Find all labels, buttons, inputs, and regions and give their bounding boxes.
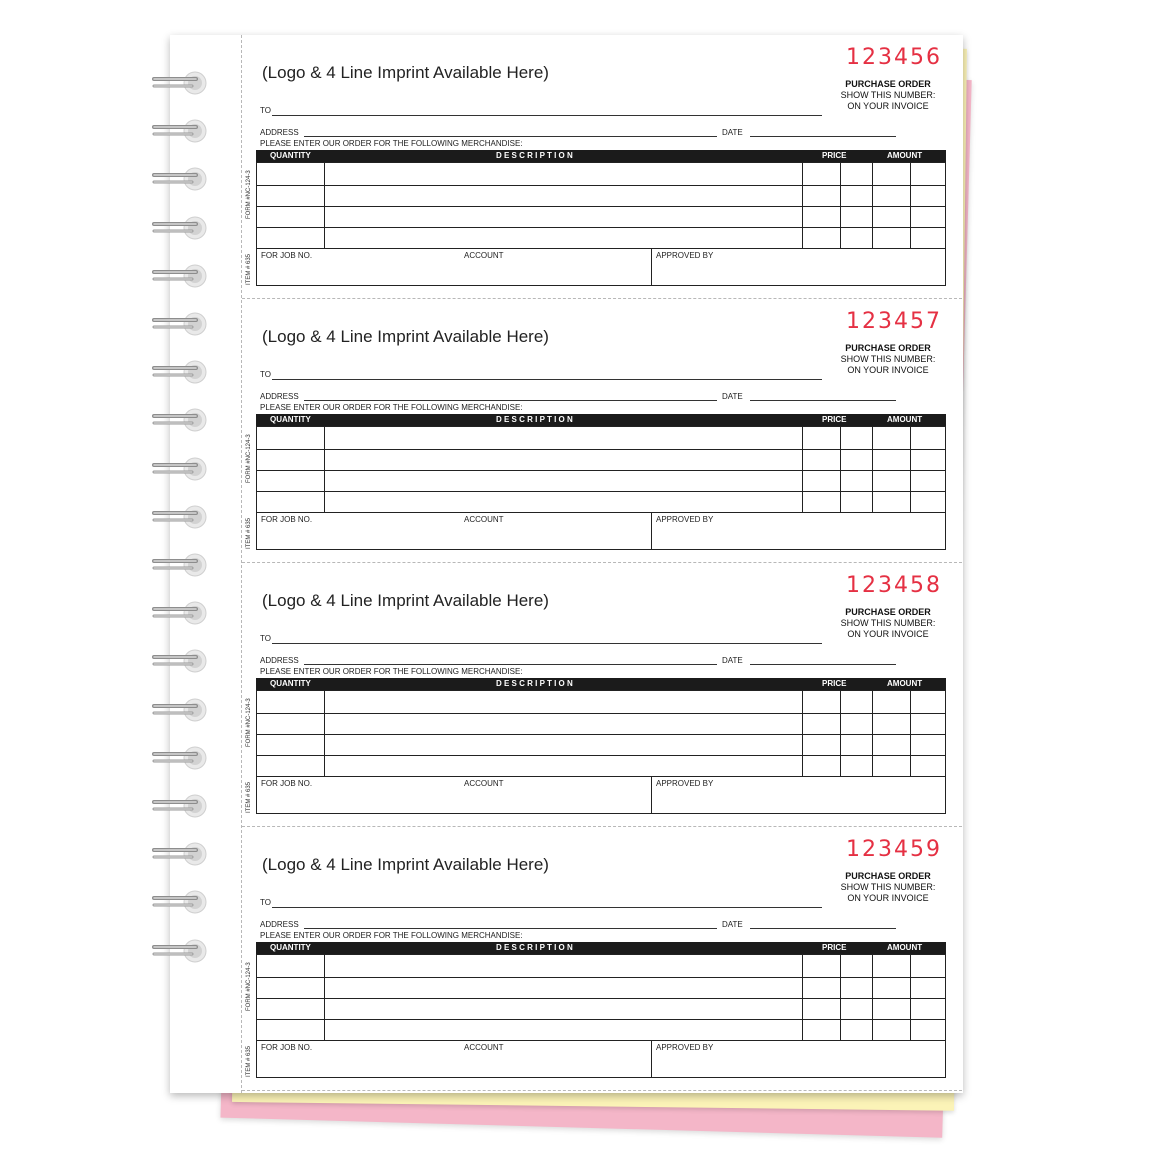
items-table[interactable] — [256, 162, 946, 249]
purchase-order-form — [242, 827, 962, 1091]
spiral-ring-icon — [150, 166, 212, 192]
account-label: ACCOUNT — [464, 515, 504, 524]
spiral-ring-icon — [150, 841, 212, 867]
approved-by-label: APPROVED BY — [656, 515, 714, 524]
spiral-ring-icon — [150, 938, 212, 964]
description-header: D E S C R I P T I O N — [496, 151, 573, 160]
spiral-ring-icon — [150, 70, 212, 96]
po-number: 123459 — [846, 837, 942, 862]
items-table[interactable] — [256, 690, 946, 777]
spiral-ring-icon — [150, 793, 212, 819]
spiral-ring-icon — [150, 215, 212, 241]
po-number: 123458 — [846, 573, 942, 598]
form-code: FORM #NC-124-3 — [246, 962, 252, 1011]
spiral-ring-icon — [150, 745, 212, 771]
price-header: PRICE — [822, 415, 847, 424]
approved-by-label: APPROVED BY — [656, 779, 714, 788]
price-header: PRICE — [822, 943, 847, 952]
date-field[interactable] — [750, 664, 896, 665]
items-table-header — [256, 150, 946, 162]
po-subtitle-2: ON YOUR INVOICE — [847, 893, 929, 903]
order-instruction: PLEASE ENTER OUR ORDER FOR THE FOLLOWING MERCHANDISE: — [260, 139, 523, 148]
po-subtitle-2: ON YOUR INVOICE — [847, 365, 929, 375]
address-label: ADDRESS — [260, 656, 299, 665]
address-label: ADDRESS — [260, 392, 299, 401]
date-label: DATE — [722, 392, 743, 401]
spiral-ring-icon — [150, 552, 212, 578]
purchase-order-form — [242, 35, 962, 299]
spiral-ring-icon — [150, 407, 212, 433]
item-code: ITEM # 635 — [246, 781, 252, 813]
approved-by-label: APPROVED BY — [656, 251, 714, 260]
spiral-ring-icon — [150, 118, 212, 144]
form-code: FORM #NC-124-3 — [246, 698, 252, 747]
job-number-label: FOR JOB NO. — [261, 1043, 313, 1052]
to-label: TO — [260, 370, 271, 379]
address-field[interactable] — [304, 664, 717, 665]
to-field[interactable] — [272, 115, 822, 116]
po-number: 123456 — [846, 45, 942, 70]
approval-section[interactable] — [256, 249, 946, 286]
date-label: DATE — [722, 128, 743, 137]
po-subtitle-2: ON YOUR INVOICE — [847, 629, 929, 639]
address-field[interactable] — [304, 136, 717, 137]
spiral-ring-icon — [150, 697, 212, 723]
date-label: DATE — [722, 920, 743, 929]
po-subtitle-1: SHOW THIS NUMBER: — [840, 618, 936, 628]
address-label: ADDRESS — [260, 920, 299, 929]
date-field[interactable] — [750, 928, 896, 929]
order-instruction: PLEASE ENTER OUR ORDER FOR THE FOLLOWING MERCHANDISE: — [260, 403, 523, 412]
order-instruction: PLEASE ENTER OUR ORDER FOR THE FOLLOWING MERCHANDISE: — [260, 931, 523, 940]
po-title: PURCHASE ORDER — [845, 871, 931, 881]
date-field[interactable] — [750, 400, 896, 401]
job-number-label: FOR JOB NO. — [261, 251, 313, 260]
amount-header: AMOUNT — [887, 679, 923, 688]
date-label: DATE — [722, 656, 743, 665]
approval-section[interactable] — [256, 777, 946, 814]
to-label: TO — [260, 106, 271, 115]
items-table-header — [256, 414, 946, 426]
to-label: TO — [260, 898, 271, 907]
logo-imprint-area: (Logo & 4 Line Imprint Available Here) — [262, 327, 549, 346]
purchase-order-form — [242, 563, 962, 827]
form-code: FORM #NC-124-3 — [246, 170, 252, 219]
amount-header: AMOUNT — [887, 151, 923, 160]
po-subtitle-2: ON YOUR INVOICE — [847, 101, 929, 111]
price-header: PRICE — [822, 151, 847, 160]
po-subtitle-1: SHOW THIS NUMBER: — [840, 354, 936, 364]
items-table[interactable] — [256, 954, 946, 1041]
account-label: ACCOUNT — [464, 779, 504, 788]
po-title: PURCHASE ORDER — [845, 343, 931, 353]
description-header: D E S C R I P T I O N — [496, 679, 573, 688]
spiral-ring-icon — [150, 600, 212, 626]
spiral-ring-icon — [150, 311, 212, 337]
logo-imprint-area: (Logo & 4 Line Imprint Available Here) — [262, 591, 549, 610]
description-header: D E S C R I P T I O N — [496, 943, 573, 952]
po-subtitle-1: SHOW THIS NUMBER: — [840, 882, 936, 892]
price-header: PRICE — [822, 679, 847, 688]
order-instruction: PLEASE ENTER OUR ORDER FOR THE FOLLOWING MERCHANDISE: — [260, 667, 523, 676]
address-field[interactable] — [304, 928, 717, 929]
approved-by-label: APPROVED BY — [656, 1043, 714, 1052]
po-title: PURCHASE ORDER — [845, 79, 931, 89]
items-table-header — [256, 678, 946, 690]
items-table[interactable] — [256, 426, 946, 513]
spiral-ring-icon — [150, 889, 212, 915]
quantity-header: QUANTITY — [270, 943, 311, 952]
job-number-label: FOR JOB NO. — [261, 779, 313, 788]
po-title: PURCHASE ORDER — [845, 607, 931, 617]
po-subtitle-1: SHOW THIS NUMBER: — [840, 90, 936, 100]
amount-header: AMOUNT — [887, 415, 923, 424]
item-code: ITEM # 635 — [246, 517, 252, 549]
spiral-ring-icon — [150, 648, 212, 674]
logo-imprint-area: (Logo & 4 Line Imprint Available Here) — [262, 63, 549, 82]
spiral-ring-icon — [150, 263, 212, 289]
spiral-ring-icon — [150, 456, 212, 482]
spiral-ring-icon — [150, 359, 212, 385]
quantity-header: QUANTITY — [270, 679, 311, 688]
amount-header: AMOUNT — [887, 943, 923, 952]
approval-section[interactable] — [256, 513, 946, 550]
address-label: ADDRESS — [260, 128, 299, 137]
to-label: TO — [260, 634, 271, 643]
account-label: ACCOUNT — [464, 1043, 504, 1052]
job-number-label: FOR JOB NO. — [261, 515, 313, 524]
to-field[interactable] — [272, 907, 822, 908]
to-field[interactable] — [272, 643, 822, 644]
account-label: ACCOUNT — [464, 251, 504, 260]
items-table-header — [256, 942, 946, 954]
approval-section[interactable] — [256, 1041, 946, 1078]
address-field[interactable] — [304, 400, 717, 401]
po-number: 123457 — [846, 309, 942, 334]
to-field[interactable] — [272, 379, 822, 380]
form-perforation — [242, 1090, 962, 1091]
item-code: ITEM # 635 — [246, 253, 252, 285]
form-code: FORM #NC-124-3 — [246, 434, 252, 483]
logo-imprint-area: (Logo & 4 Line Imprint Available Here) — [262, 855, 549, 874]
spiral-ring-icon — [150, 504, 212, 530]
description-header: D E S C R I P T I O N — [496, 415, 573, 424]
quantity-header: QUANTITY — [270, 151, 311, 160]
date-field[interactable] — [750, 136, 896, 137]
item-code: ITEM # 635 — [246, 1045, 252, 1077]
quantity-header: QUANTITY — [270, 415, 311, 424]
purchase-order-form — [242, 299, 962, 563]
